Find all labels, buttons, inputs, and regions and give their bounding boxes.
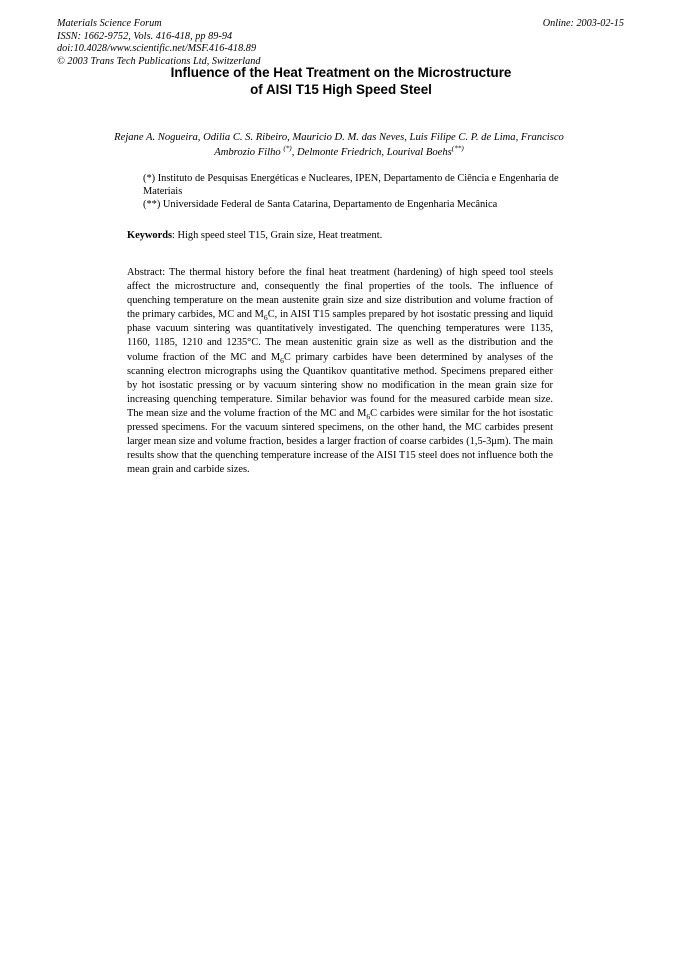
carbide-subscript: 6 [263,313,268,323]
carbide-subscript: 6 [280,355,284,365]
masthead-bibliographic-info [57,18,261,68]
author-names-part-1: Rejane A. Nogueira, Odilia C. S. Ribeiro, Mauricio D. M. das Neves, Luis Filipe C. P. de Lima, Francisco Ambrozio Filho [114,132,564,158]
affiliation-item: (*) Instituto de Pesquisas Energéticas e Nucleares, IPEN, Departamento de Ciência e Engenharia de Materiais [143,173,559,198]
copyright-line: © 2003 Trans Tech Publications Ltd, Switzerland [57,55,261,67]
online-date: Online: 2003-02-15 [542,18,624,29]
author-list [113,131,565,160]
doi-line: doi:10.4028/www.scientific.net/MSF.416-418.89 [57,43,257,55]
author-names-part-2: , Delmonte Friedrich, Lourival Boehs [291,146,452,158]
affiliation-list [143,172,563,212]
keywords-section [127,229,553,242]
abstract-text-part-1: The thermal history before the final heat treatment (hardening) of high speed tool steels affect the microstructure and, consequently the final properties of the tools. The influence of quenching temperature on the mean austenite grain size and size distribution and volume fraction of the primary carbides, MC and M [127,267,553,321]
title-line-2: of AISI T15 High Speed Steel [250,82,432,97]
abstract-text-part-3: C primary carbides have been determined by analyses of the scanning electron micrographs using the Quantikov quantitative method. Specimens prepared either by hot isostatic pressing or by vacuum sintering show no modification in the mean grain size for increasing quenching temperature. Similar behavior was found for the measured carbide mean size. The mean size and the volume fraction of the MC and M [127,351,553,419]
author-affiliation-marker-2: (**) [451,144,464,153]
journal-name: Materials Science Forum [57,18,162,29]
abstract-text-part-2: C, in AISI T15 samples prepared by hot isostatic pressing and liquid phase vacuum sintering was quantitatively investigated. The quenching temperatures were 1135, 1160, 1185, 1210 and 1235°C. The mean austenitic grain size as well as the distribution and the volume fraction of the MC and M [127,309,553,363]
issn-line: ISSN: 1662-9752, Vols. 416-418, pp 89-94 [57,30,233,42]
title-line-1: Influence of the Heat Treatment on the Microstructure [170,65,512,80]
page-title [57,64,625,98]
keywords-text: : High speed steel T15, Grain size, Heat treatment. [172,230,383,241]
abstract-text-part-4: C carbides were similar for the hot isostatic pressed specimens. For the vacuum sintered specimens, on the other hand, the MC carbides present larger mean size and volume fraction, besides a larger fraction of coarse carbides (1,5-3μm). The main results show that the quenching temperature increase of the AISI T15 steel does not influence both the mean grain and carbide sizes. [127,407,553,476]
affiliation-item: (**) Universidade Federal de Santa Catarina, Departamento de Engenharia Mecânica [143,199,498,211]
keywords-label: Keywords [127,230,173,241]
journal-masthead [57,18,625,68]
abstract-label: Abstract: [127,267,170,278]
abstract-section [127,266,553,477]
carbide-subscript: 6 [366,412,371,422]
author-affiliation-marker-1: (*) [283,144,292,153]
